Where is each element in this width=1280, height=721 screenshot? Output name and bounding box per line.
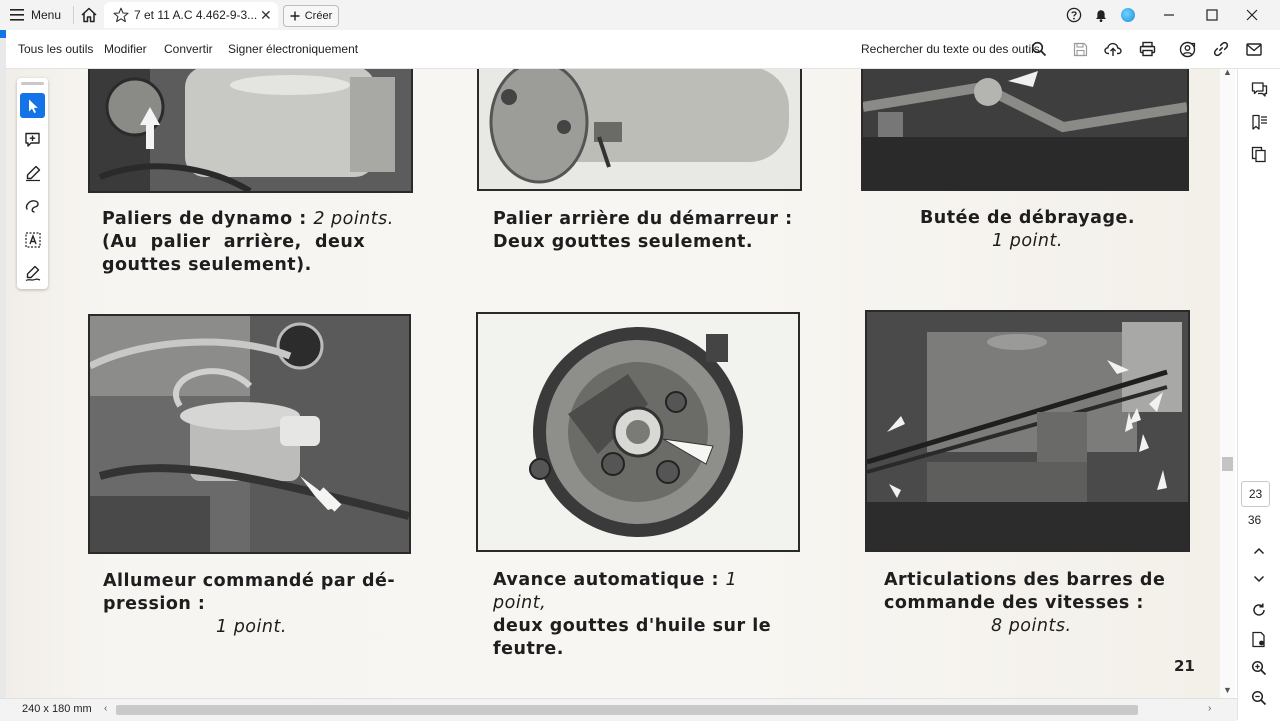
caption-starter — [493, 208, 793, 254]
caption-gear-linkage-line2: commande des vitesses : — [884, 593, 1144, 613]
print-button[interactable] — [1137, 39, 1157, 59]
print-icon — [1139, 41, 1156, 57]
title-bar — [0, 0, 1280, 30]
search-icon — [1031, 41, 1047, 57]
vertical-scroll-thumb[interactable] — [1222, 457, 1233, 471]
close-icon — [1246, 9, 1258, 21]
star-icon[interactable] — [113, 7, 129, 23]
bell-icon — [1093, 7, 1109, 23]
caption-advance-line3: feutre. — [493, 639, 564, 659]
cloud-upload-icon — [1104, 41, 1122, 57]
copy-pages-icon — [1251, 146, 1267, 163]
scroll-up-arrow-icon[interactable]: ▲ — [1223, 67, 1232, 77]
caption-clutch-line1: Butée de débrayage. — [919, 208, 1136, 228]
link-icon — [1213, 41, 1229, 57]
vertical-scrollbar[interactable] — [1220, 69, 1235, 698]
caption-clutch — [886, 207, 1169, 253]
highlight-tool[interactable] — [20, 160, 45, 185]
share-user-button[interactable] — [1177, 39, 1197, 59]
caption-advance — [493, 569, 793, 661]
status-bar — [0, 698, 1237, 721]
menu-all-tools[interactable]: Tous les outils — [18, 42, 94, 56]
menu-button[interactable] — [10, 4, 61, 26]
caption-dynamo-count: 2 points. — [313, 209, 394, 229]
scroll-right-arrow-icon[interactable]: › — [1208, 703, 1212, 714]
zoom-in-button[interactable] — [1250, 659, 1268, 677]
divider — [73, 6, 74, 24]
select-tool[interactable] — [20, 93, 45, 118]
text-tool[interactable] — [20, 227, 45, 252]
photo-starter — [477, 69, 802, 191]
home-icon — [80, 6, 98, 24]
freehand-icon — [24, 197, 42, 215]
caption-gear-linkage-line1: Articulations des barres de — [884, 570, 1166, 590]
caption-advance-line1: Avance automatique : — [493, 570, 719, 590]
comments-icon — [1251, 81, 1268, 98]
upload-button[interactable] — [1103, 39, 1123, 59]
next-page-button[interactable] — [1250, 570, 1268, 588]
close-tab-icon[interactable]: ✕ — [260, 7, 272, 23]
link-button[interactable] — [1211, 39, 1231, 59]
page-settings-icon — [1251, 631, 1267, 648]
menu-convert[interactable]: Convertir — [164, 42, 213, 56]
caption-distributor-line2: pression : — [103, 594, 206, 614]
caption-dynamo-line1: Paliers de dynamo : — [102, 209, 307, 229]
tool-palette — [17, 78, 48, 289]
caption-starter-line2: Deux gouttes seulement. — [493, 232, 754, 252]
sign-tool[interactable] — [20, 260, 45, 285]
help-button[interactable] — [1065, 6, 1083, 24]
create-button[interactable] — [283, 5, 339, 27]
total-pages: 36 — [1247, 513, 1262, 527]
document-page[interactable] — [6, 69, 1220, 698]
add-comment-icon — [24, 131, 42, 149]
scroll-down-arrow-icon[interactable]: ▼ — [1223, 685, 1232, 695]
save-button[interactable] — [1070, 39, 1090, 59]
caption-clutch-line2: 1 point. — [992, 231, 1063, 251]
caption-distributor-line3: 1 point. — [216, 617, 287, 637]
caption-advance-line2: deux gouttes d'huile sur le — [493, 616, 772, 636]
zoom-in-icon — [1251, 660, 1267, 676]
right-side-panel — [1237, 69, 1280, 720]
caption-distributor — [103, 570, 403, 639]
chevron-up-icon — [1253, 547, 1265, 555]
tab-title: 7 et 11 A.C 4.462-9-3... — [134, 8, 258, 22]
horizontal-scroll-thumb[interactable] — [116, 705, 1138, 715]
comment-tool[interactable] — [20, 127, 45, 152]
search-tools-label[interactable]: Rechercher du texte ou des outils — [861, 42, 1040, 56]
notifications-button[interactable] — [1092, 6, 1110, 24]
palette-grip[interactable] — [21, 82, 44, 85]
toolbar — [0, 30, 1280, 69]
current-page-input[interactable]: 23 — [1241, 481, 1270, 507]
caption-advance-count: 1 point, — [493, 570, 738, 613]
draw-tool[interactable] — [20, 193, 45, 218]
caption-gear-linkage-line3: 8 points. — [991, 616, 1072, 636]
rotate-button[interactable] — [1250, 601, 1268, 619]
maximize-icon — [1206, 9, 1218, 21]
photo-advance — [476, 312, 800, 552]
text-box-icon — [24, 231, 42, 249]
menu-edit[interactable]: Modifier — [104, 42, 147, 56]
cursor-icon — [26, 98, 40, 114]
caption-starter-line1: Palier arrière du démarreur : — [493, 209, 793, 229]
comments-panel-button[interactable] — [1250, 80, 1268, 98]
page-size-label: 240 x 180 mm — [22, 703, 92, 715]
email-button[interactable] — [1244, 39, 1264, 59]
photo-clutch — [861, 69, 1189, 191]
minimize-icon — [1163, 9, 1175, 21]
signature-icon — [24, 264, 42, 282]
page-display-button[interactable] — [1250, 630, 1268, 648]
home-button[interactable] — [80, 6, 98, 24]
help-icon — [1066, 7, 1082, 23]
menu-sign[interactable]: Signer électroniquement — [228, 42, 359, 56]
hamburger-icon — [10, 9, 24, 21]
photo-gear-linkage — [865, 310, 1190, 552]
chevron-down-icon — [1253, 575, 1265, 583]
refresh-icon — [1251, 602, 1267, 618]
close-window-button[interactable] — [1243, 6, 1261, 24]
save-icon — [1073, 42, 1088, 57]
caption-dynamo — [102, 208, 402, 277]
avatar[interactable] — [1121, 8, 1135, 22]
menu-label: Menu — [31, 8, 62, 22]
pen-icon — [24, 164, 42, 182]
plus-icon — [290, 11, 300, 21]
create-label: Créer — [304, 10, 333, 22]
previous-page-button[interactable] — [1250, 542, 1268, 560]
zoom-out-icon — [1251, 690, 1267, 706]
search-button[interactable] — [1029, 39, 1049, 59]
photo-distributor — [88, 314, 411, 554]
maximize-button[interactable] — [1203, 6, 1221, 24]
minimize-button[interactable] — [1160, 6, 1178, 24]
scroll-left-arrow-icon[interactable]: ‹ — [104, 703, 108, 714]
bookmark-list-icon — [1251, 114, 1268, 131]
caption-dynamo-line2: (Au palier arrière, deux — [102, 232, 366, 252]
pages-panel-button[interactable] — [1250, 145, 1268, 163]
caption-gear-linkage — [884, 569, 1184, 638]
document-tab[interactable] — [104, 2, 278, 28]
caption-distributor-line1: Allumeur commandé par dé- — [103, 571, 396, 591]
caption-dynamo-line3: gouttes seulement). — [102, 255, 312, 275]
zoom-out-button[interactable] — [1250, 689, 1268, 707]
share-user-icon — [1179, 41, 1196, 58]
printed-page-number: 21 — [1174, 657, 1195, 675]
bookmarks-panel-button[interactable] — [1250, 113, 1268, 131]
horizontal-scrollbar[interactable] — [102, 703, 1220, 717]
photo-dynamo — [88, 69, 413, 193]
email-icon — [1246, 43, 1262, 56]
